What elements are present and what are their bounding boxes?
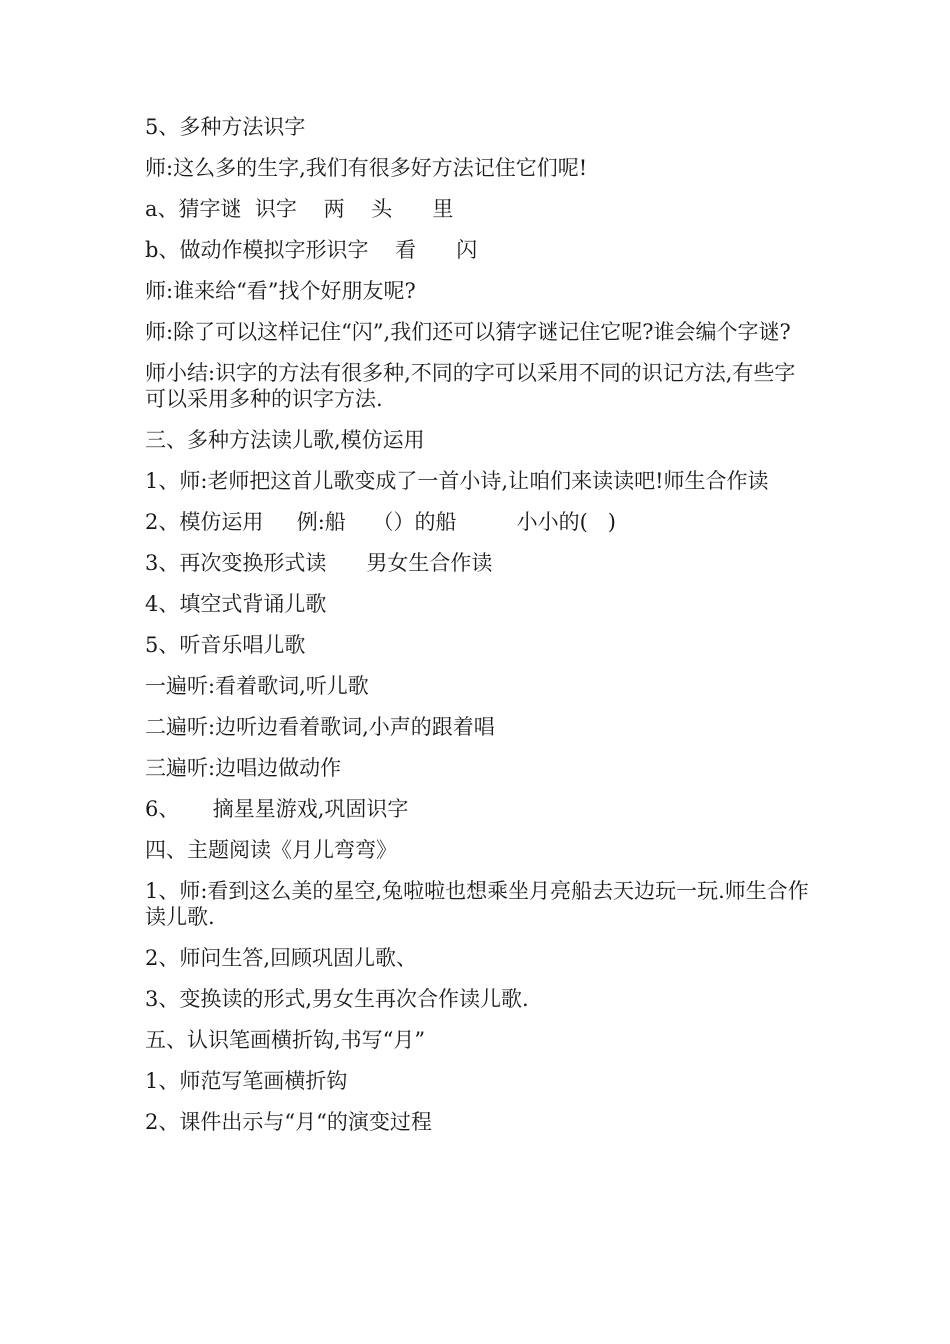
paragraph: 一遍听:看着歌词,听儿歌 (145, 674, 369, 698)
paragraph: 2、课件出示与“月“的演变过程 (145, 1110, 432, 1134)
paragraph: 师:谁来给“看”找个好朋友呢? (145, 279, 416, 303)
section-heading-three: 三、多种方法读儿歌,模仿运用 (145, 428, 425, 452)
paragraph: 6、 摘星星游戏,巩固识字 (145, 797, 409, 821)
paragraph: 师小结:识字的方法有很多种,不同的字可以采用不同的识记方法,有些字可以采用多种的识字方法. (145, 361, 796, 411)
paragraph: 1、师:看到这么美的星空,兔啦啦也想乘坐月亮船去天边玩一玩.师生合作读儿歌. (145, 879, 809, 929)
paragraph: b、做动作模拟字形识字 看 闪 (145, 238, 478, 262)
paragraph: 1、师:老师把这首儿歌变成了一首小诗,让咱们来读读吧!师生合作读 (145, 469, 769, 493)
paragraph: 三遍听:边唱边做动作 (145, 756, 342, 780)
paragraph: 2、师问生答,回顾巩固儿歌、 (145, 946, 418, 970)
paragraph: 5、听音乐唱儿歌 (145, 633, 306, 657)
paragraph: a、猜字谜 识字 两 头 里 (145, 197, 454, 221)
section-heading-literacy-methods: 5、多种方法识字 (145, 115, 306, 139)
paragraph: 1、师范写笔画横折钩 (145, 1069, 348, 1093)
paragraph: 师:除了可以这样记住“闪”,我们还可以猜字谜记住它呢?谁会编个字谜? (145, 320, 791, 344)
document-body (145, 114, 810, 1150)
paragraph: 师:这么多的生字,我们有很多好方法记住它们呢! (145, 156, 588, 180)
paragraph: 2、模仿运用 例:船 （）的船 小小的( ) (145, 510, 617, 534)
paragraph: 二遍听:边听边看着歌词,小声的跟着唱 (145, 715, 495, 739)
section-heading-five: 五、认识笔画横折钩,书写“月” (145, 1028, 426, 1052)
paragraph: 3、再次变换形式读 男女生合作读 (145, 551, 493, 575)
paragraph: 3、变换读的形式,男女生再次合作读儿歌. (145, 987, 529, 1011)
section-heading-four: 四、主题阅读《月儿弯弯》 (145, 838, 397, 862)
paragraph: 4、填空式背诵儿歌 (145, 592, 327, 616)
